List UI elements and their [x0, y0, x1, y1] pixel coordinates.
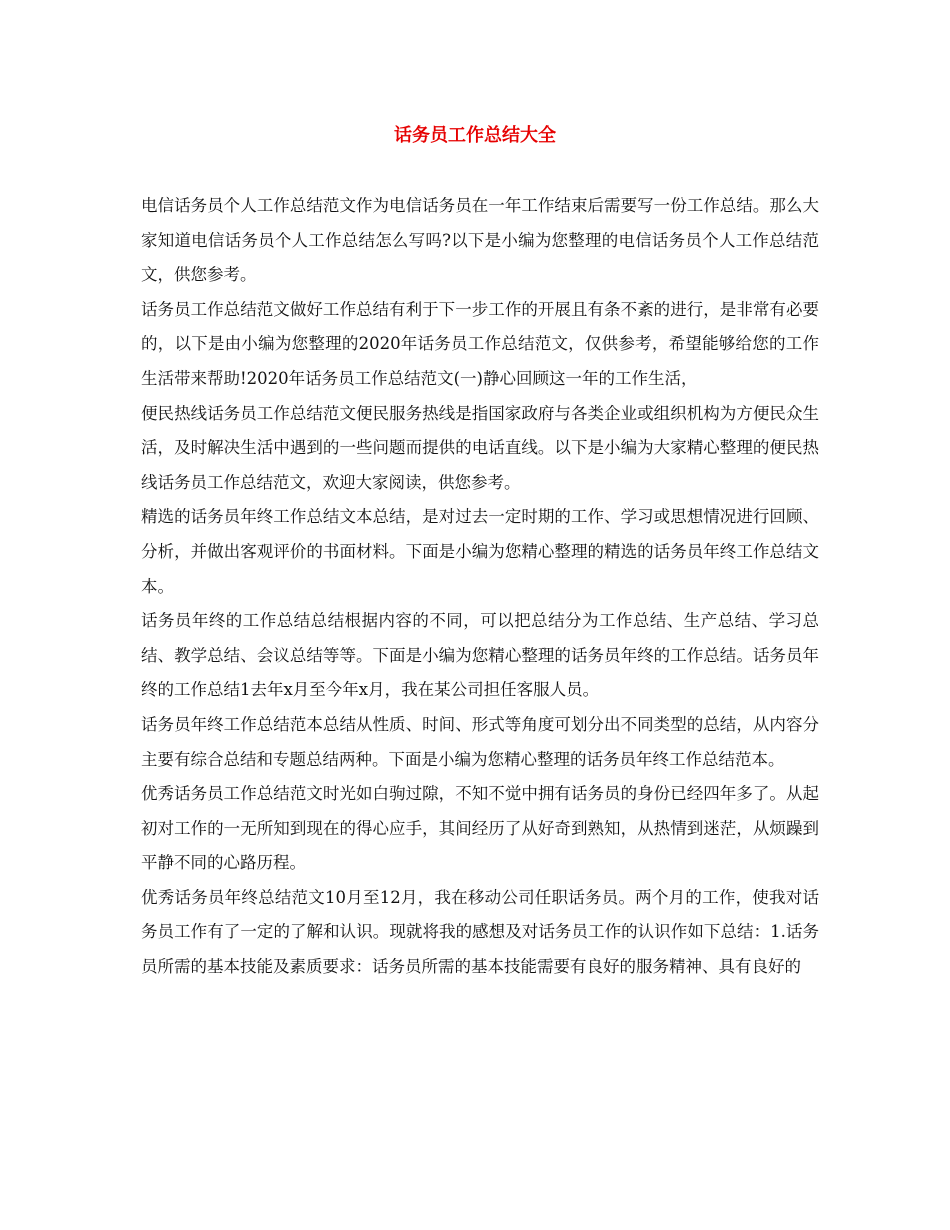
paragraph-5: 话务员年终的工作总结总结根据内容的不同，可以把总结分为工作总结、生产总结、学习总结、教学总结、会议总结等等。下面是小编为您精心整理的话务员年终的工作总结。话务员年终的工作总结1去年x月至今年x月，我在某公司担任客服人员。 — [141, 611, 819, 700]
paragraph-2: 话务员工作总结范文做好工作总结有利于下一步工作的开展且有条不紊的进行，是非常有必要的，以下是由小编为您整理的2020年话务员工作总结范文，仅供参考，希望能够给您的工作生活带来帮助!2020年话务员工作总结范文(一)静心回顾这一年的工作生活， — [141, 299, 819, 388]
paragraph-3: 便民热线话务员工作总结范文便民服务热线是指国家政府与各类企业或组织机构为方便民众生活，及时解决生活中遇到的一些问题而提供的电话直线。以下是小编为大家精心整理的便民热线话务员工作总结范文，欢迎大家阅读，供您参考。 — [141, 403, 819, 492]
paragraph-1: 电信话务员个人工作总结范文作为电信话务员在一年工作结束后需要写一份工作总结。那么大家知道电信话务员个人工作总结怎么写吗?以下是小编为您整理的电信话务员个人工作总结范文，供您参考。 — [141, 196, 819, 285]
paragraph-8: 优秀话务员年终总结范文10月至12月，我在移动公司任职话务员。两个月的工作，使我对话务员工作有了一定的了解和认识。现就将我的感想及对话务员工作的认识作如下总结：1.话务员所需的基本技能及素质要求：话务员所需的基本技能需要有良好的服务精神、具有良好的 — [141, 887, 819, 977]
paragraph-6: 话务员年终工作总结范本总结从性质、时间、形式等角度可划分出不同类型的总结，从内容分主要有综合总结和专题总结两种。下面是小编为您精心整理的话务员年终工作总结范本。 — [141, 714, 819, 769]
document-body — [141, 189, 819, 985]
paragraph-7: 优秀话务员工作总结范文时光如白驹过隙，不知不觉中拥有话务员的身份已经四年多了。从起初对工作的一无所知到现在的得心应手，其间经历了从好奇到熟知，从热情到迷茫，从烦躁到平静不同的心路历程。 — [141, 784, 819, 873]
document-title: 话务员工作总结大全 — [394, 125, 556, 146]
paragraph-4: 精选的话务员年终工作总结文本总结，是对过去一定时期的工作、学习或思想情况进行回顾、分析，并做出客观评价的书面材料。下面是小编为您精心整理的精选的话务员年终工作总结文本。 — [141, 507, 819, 596]
